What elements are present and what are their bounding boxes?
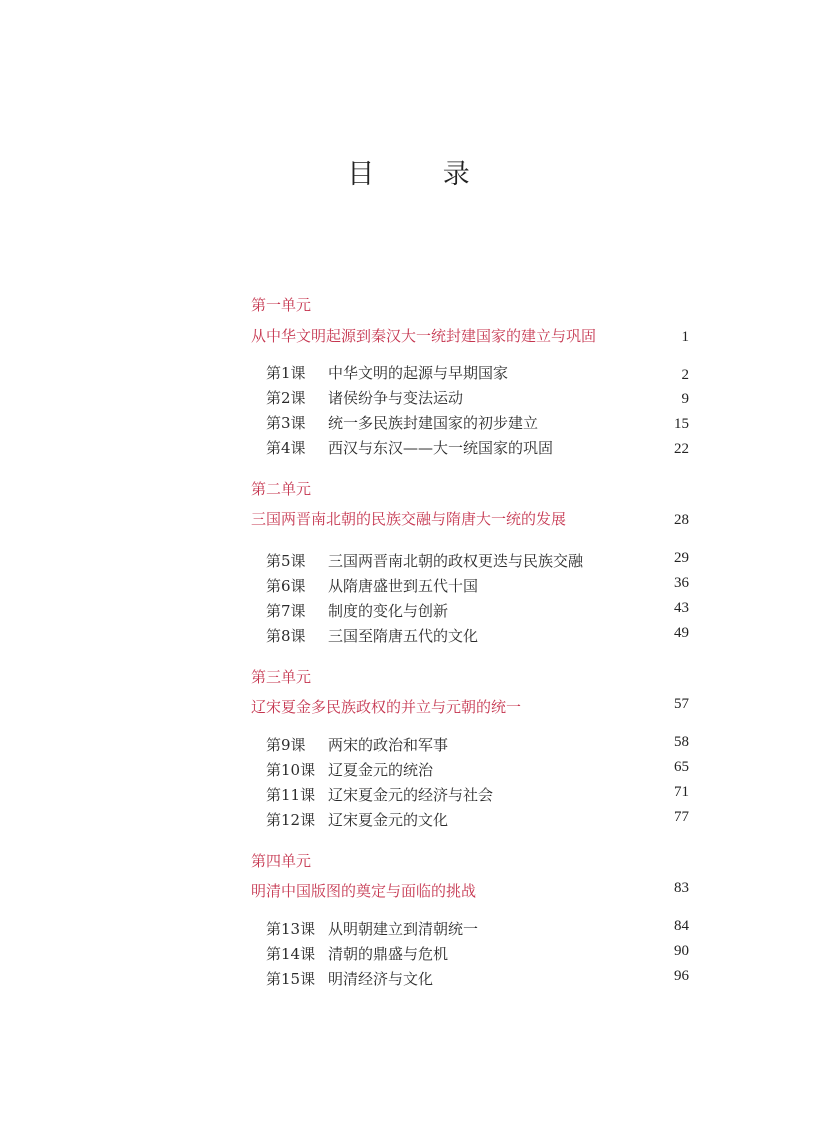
lesson-number: 第15课 xyxy=(266,970,316,988)
lesson-item[interactable] xyxy=(266,968,433,989)
lesson-page-number: 49 xyxy=(674,625,689,641)
lesson-title: 制度的变化与创新 xyxy=(328,602,449,620)
lesson-item[interactable] xyxy=(266,550,583,571)
lesson-number: 第11课 xyxy=(266,786,316,804)
page-title: 目 录 xyxy=(347,159,500,190)
lesson-page-number: 58 xyxy=(674,734,689,750)
unit-page-number: 1 xyxy=(681,329,689,345)
lesson-number: 第4课 xyxy=(266,439,306,457)
lesson-title: 三国至隋唐五代的文化 xyxy=(328,627,479,645)
lesson-item[interactable] xyxy=(266,412,538,433)
lesson-number: 第9课 xyxy=(266,736,306,754)
lesson-item[interactable] xyxy=(266,625,478,646)
lesson-page-number: 22 xyxy=(674,441,689,457)
lesson-number: 第7课 xyxy=(266,602,306,620)
unit-page-number: 83 xyxy=(674,880,689,896)
lesson-item[interactable] xyxy=(266,759,433,780)
lesson-page-number: 84 xyxy=(674,918,689,934)
lesson-page-number: 77 xyxy=(674,809,689,825)
lesson-title: 从隋唐盛世到五代十国 xyxy=(328,577,479,595)
lesson-number: 第5课 xyxy=(266,552,306,570)
lesson-item[interactable] xyxy=(266,600,448,621)
lesson-item[interactable] xyxy=(266,943,448,964)
lesson-page-number: 90 xyxy=(674,943,689,959)
lesson-item[interactable] xyxy=(266,809,448,830)
lesson-number: 第6课 xyxy=(266,577,306,595)
lesson-title: 辽宋夏金元的文化 xyxy=(328,811,449,829)
lesson-number: 第13课 xyxy=(266,920,316,938)
lesson-title: 辽宋夏金元的经济与社会 xyxy=(328,786,494,804)
lesson-page-number: 71 xyxy=(674,784,689,800)
lesson-number: 第3课 xyxy=(266,414,306,432)
lesson-title: 从明朝建立到清朝统一 xyxy=(328,920,479,938)
lesson-page-number: 29 xyxy=(674,550,689,566)
lesson-title: 三国两晋南北朝的政权更迭与民族交融 xyxy=(328,552,584,570)
unit-title[interactable]: 从中华文明起源到秦汉大一统封建国家的建立与巩固 xyxy=(251,327,597,345)
lesson-item[interactable] xyxy=(266,437,553,458)
lesson-number: 第14课 xyxy=(266,945,316,963)
lesson-number: 第10课 xyxy=(266,761,316,779)
lesson-item[interactable] xyxy=(266,575,478,596)
lesson-number: 第8课 xyxy=(266,627,306,645)
unit-label: 第一单元 xyxy=(251,296,312,314)
unit-page-number: 57 xyxy=(674,696,689,712)
lesson-title: 诸侯纷争与变法运动 xyxy=(328,389,464,407)
lesson-number: 第1课 xyxy=(266,364,306,382)
lesson-page-number: 2 xyxy=(681,367,689,383)
lesson-title: 中华文明的起源与早期国家 xyxy=(328,364,509,382)
lesson-page-number: 65 xyxy=(674,759,689,775)
lesson-page-number: 43 xyxy=(674,600,689,616)
lesson-item[interactable] xyxy=(266,362,508,383)
lesson-item[interactable] xyxy=(266,387,463,408)
lesson-title: 统一多民族封建国家的初步建立 xyxy=(328,414,539,432)
lesson-title: 辽夏金元的统治 xyxy=(328,761,434,779)
lesson-page-number: 36 xyxy=(674,575,689,591)
lesson-item[interactable] xyxy=(266,784,493,805)
lesson-page-number: 9 xyxy=(681,391,689,407)
unit-title[interactable]: 三国两晋南北朝的民族交融与隋唐大一统的发展 xyxy=(251,510,567,528)
lesson-title: 明清经济与文化 xyxy=(328,970,434,988)
lesson-number: 第2课 xyxy=(266,389,306,407)
unit-title[interactable]: 明清中国版图的奠定与面临的挑战 xyxy=(251,882,477,900)
unit-label: 第四单元 xyxy=(251,852,312,870)
unit-title[interactable]: 辽宋夏金多民族政权的并立与元朝的统一 xyxy=(251,698,522,716)
unit-page-number: 28 xyxy=(674,512,689,528)
lesson-title: 两宋的政治和军事 xyxy=(328,736,449,754)
unit-label: 第二单元 xyxy=(251,480,312,498)
lesson-title: 西汉与东汉——大一统国家的巩固 xyxy=(328,439,554,457)
lesson-item[interactable] xyxy=(266,734,448,755)
lesson-item[interactable] xyxy=(266,918,478,939)
lesson-title: 清朝的鼎盛与危机 xyxy=(328,945,449,963)
lesson-number: 第12课 xyxy=(266,811,316,829)
lesson-page-number: 96 xyxy=(674,968,689,984)
unit-label: 第三单元 xyxy=(251,668,312,686)
lesson-page-number: 15 xyxy=(674,416,689,432)
